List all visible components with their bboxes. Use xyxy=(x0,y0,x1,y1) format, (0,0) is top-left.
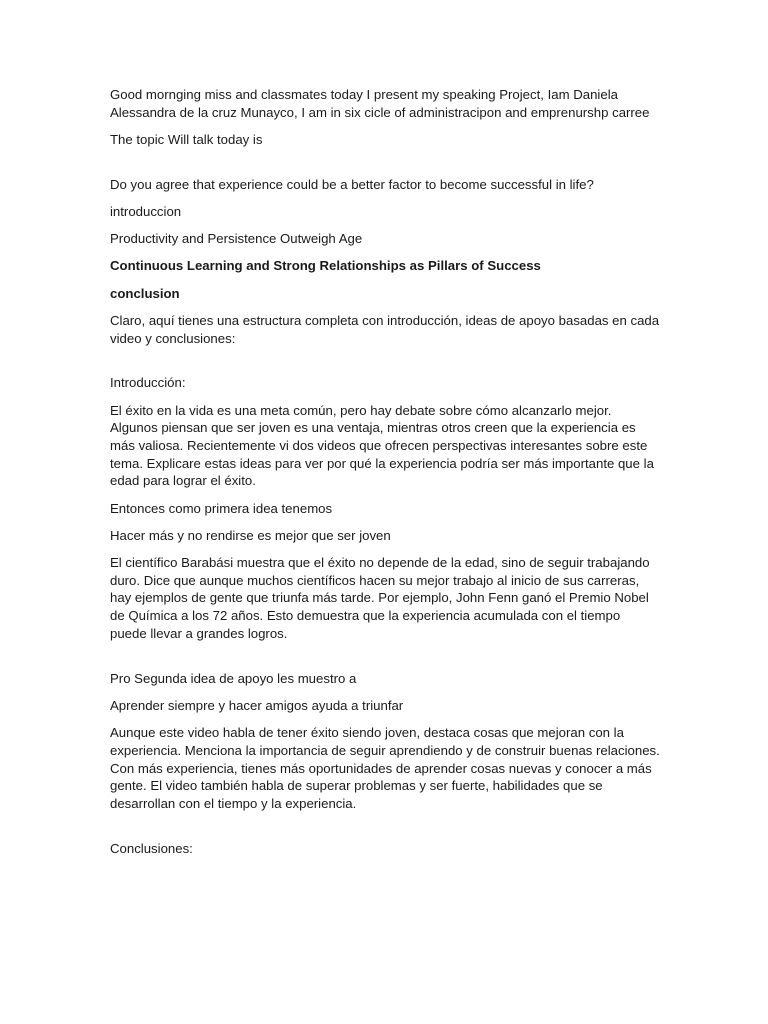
question-paragraph: Do you agree that experience could be a better factor to become successful in life? xyxy=(110,176,594,192)
introduction-body-paragraph: El éxito en la vida es una meta común, pero hay debate sobre cómo alcanzarlo mejor. Algunos piensan que ser joven es una ventaja, mientras otros creen que la experiencia es más valiosa. Recientemente vi dos videos que ofrecen perspectivas interesantes sobre este tema. Explicare estas ideas para ver por qué la experiencia podría ser más importante que la edad para lograr el éxito. xyxy=(110,402,654,489)
structure-intro-paragraph: Claro, aquí tienes una estructura completa con introducción, ideas de apoyo basadas en cada video y conclusiones: xyxy=(110,312,660,346)
outline-item-introduccion: introduccion xyxy=(110,204,182,219)
outline-item-conclusion: conclusion xyxy=(110,285,180,301)
first-idea-body-paragraph: El científico Barabási muestra que el éxito no depende de la edad, sino de seguir trabajando duro. Dice que aunque muchos científicos hacen su mejor trabajo al inicio de sus carreras, hay ejemplos de gente que triunfa más tarde. Por ejemplo, John Fenn ganó el Premio Nobel de Química a los 72 años. Esto demuestra que la experiencia acumulada con el tiempo puede llevar a grandes logros. xyxy=(110,555,650,641)
outline-item-continuous-learning: Continuous Learning and Strong Relationships as Pillars of Success xyxy=(110,258,541,274)
first-idea-title: Hacer más y no rendirse es mejor que ser joven xyxy=(110,527,391,543)
second-idea-body-paragraph: Aunque este video habla de tener éxito siendo joven, destaca cosas que mejoran con la experiencia. Menciona la importancia de seguir aprendiendo y de construir buenas relaciones. Con más experiencia, tienes más oportunidades de aprender cosas nuevas y conocer a más gente. El video también habla de superar problemas y ser fuerte, habilidades que se desarrollan con el tiempo y la experiencia. xyxy=(110,725,660,811)
section-heading-conclusiones: Conclusiones: xyxy=(110,840,193,856)
section-heading-introduccion: Introducción: xyxy=(110,375,186,391)
second-idea-lead-paragraph: Pro Segunda idea de apoyo les muestro a xyxy=(110,670,357,686)
topic-intro-paragraph: The topic Will talk today is xyxy=(110,131,263,147)
blank-line xyxy=(110,357,660,375)
outline-item-productivity: Productivity and Persistence Outweigh Age xyxy=(110,231,363,247)
first-idea-lead-paragraph: Entonces como primera idea tenemos xyxy=(110,500,333,516)
second-idea-title: Aprender siempre y hacer amigos ayuda a triunfar xyxy=(110,697,404,713)
blank-line xyxy=(110,822,660,840)
intro-greeting-paragraph: Good mornging miss and classmates today I present my speaking Project, Iam Daniela Alessandra de la cruz Munayco, I am in six cicle of administracipon and emprenurshp carree xyxy=(110,87,650,120)
document-page xyxy=(110,86,660,867)
blank-line xyxy=(110,652,660,670)
blank-line xyxy=(110,158,660,176)
